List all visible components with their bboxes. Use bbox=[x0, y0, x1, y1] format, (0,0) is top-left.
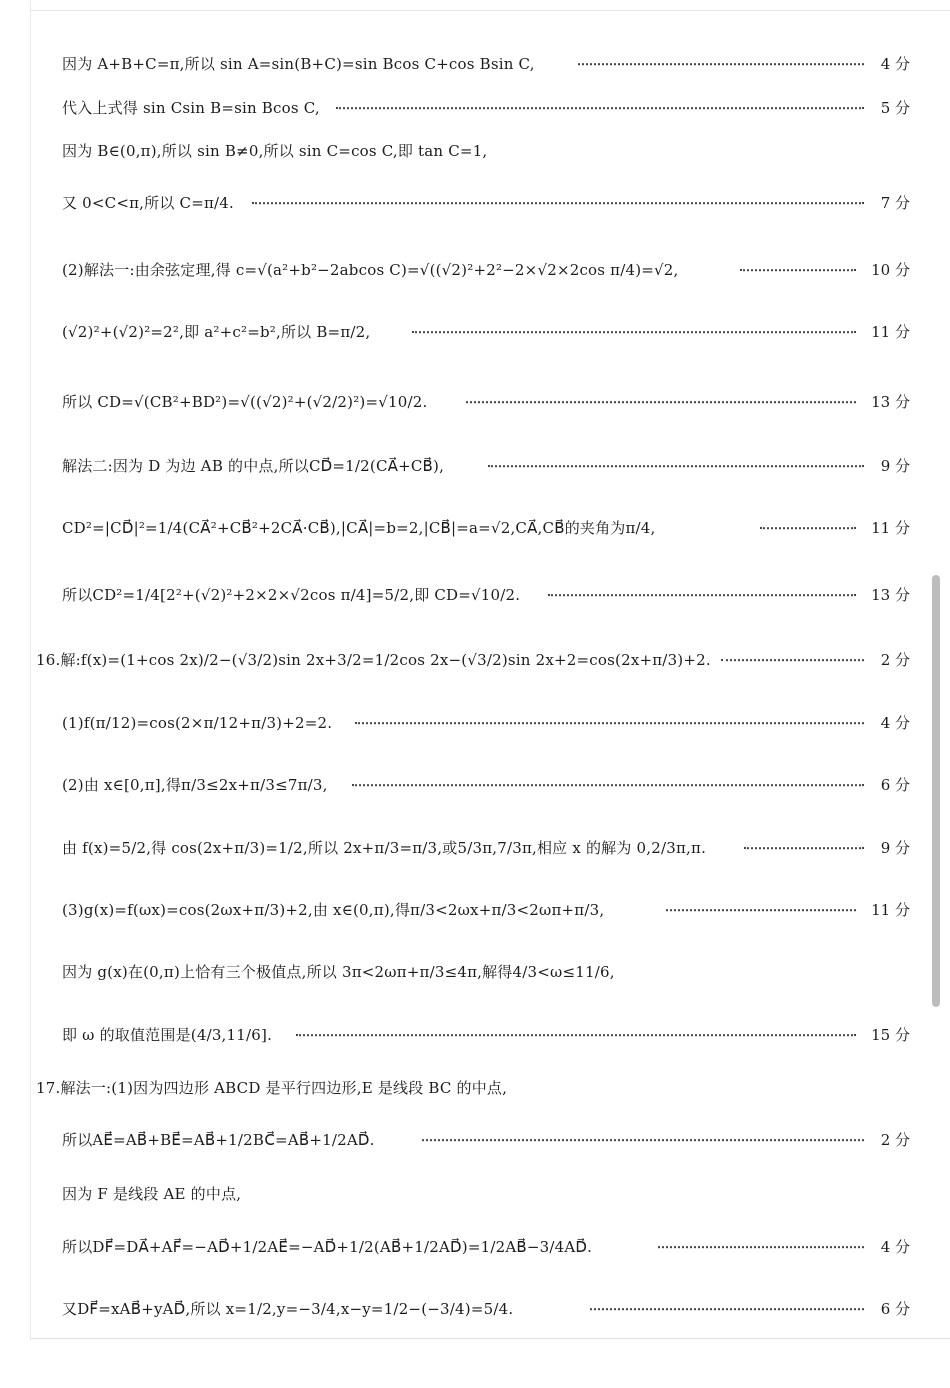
score-label: 6 分 bbox=[880, 776, 910, 794]
score-label: 13 分 bbox=[871, 393, 910, 411]
line-text: 又DF⃗=xAB⃗+yAD⃗,所以 x=1/2,y=−3/4,x−y=1/2−(−3/4)=5/4. bbox=[62, 1300, 514, 1318]
score-label: 9 分 bbox=[880, 839, 910, 857]
solution-line bbox=[0, 952, 950, 992]
line-text: 所以AE⃗=AB⃗+BE⃗=AB⃗+1/2BC⃗=AB⃗+1/2AD⃗. bbox=[62, 1131, 375, 1149]
leader-dots bbox=[658, 1246, 864, 1248]
line-text: 因为 g(x)在(0,π)上恰有三个极值点,所以 3π<2ωπ+π/3≤4π,解得4/3<ω≤11/6, bbox=[62, 963, 615, 981]
line-text: CD²=|CD⃗|²=1/4(CA⃗²+CB⃗²+2CA⃗·CB⃗),|CA⃗|=b=2,|CB⃗|=a=√2,CA⃗,CB⃗的夹角为π/4, bbox=[62, 519, 656, 537]
leader-dots bbox=[744, 847, 864, 849]
line-text: 所以DF⃗=DA⃗+AF⃗=−AD⃗+1/2AE⃗=−AD⃗+1/2(AB⃗+1/2AD⃗)=1/2AB⃗−3/4AD⃗. bbox=[62, 1238, 593, 1256]
leader-dots bbox=[252, 202, 864, 204]
score-label: 15 分 bbox=[871, 1026, 910, 1044]
leader-dots bbox=[740, 269, 856, 271]
score-label: 10 分 bbox=[871, 261, 910, 279]
score-label: 7 分 bbox=[880, 194, 910, 212]
solution-line bbox=[0, 183, 950, 223]
leader-dots bbox=[422, 1139, 864, 1141]
line-text: (1)f(π/12)=cos(2×π/12+π/3)+2=2. bbox=[62, 714, 333, 732]
solution-line bbox=[0, 890, 950, 930]
line-text: 解法二:因为 D 为边 AB 的中点,所以CD⃗=1/2(CA⃗+CB⃗), bbox=[62, 457, 445, 475]
solution-line bbox=[0, 765, 950, 805]
solution-line bbox=[0, 703, 950, 743]
solution-line bbox=[0, 1174, 950, 1214]
score-label: 11 分 bbox=[871, 323, 910, 341]
leader-dots bbox=[590, 1308, 864, 1310]
leader-dots bbox=[548, 594, 856, 596]
solution-line bbox=[0, 312, 950, 352]
leader-dots bbox=[466, 401, 856, 403]
line-text: (2)解法一:由余弦定理,得 c=√(a²+b²−2abcos C)=√((√2)²+2²−2×√2×2cos π/4)=√2, bbox=[62, 261, 679, 279]
line-text: (√2)²+(√2)²=2²,即 a²+c²=b²,所以 B=π/2, bbox=[62, 323, 371, 341]
solution-line bbox=[0, 1227, 950, 1267]
score-label: 4 分 bbox=[880, 55, 910, 73]
line-text: (3)g(x)=f(ωx)=cos(2ωx+π/3)+2,由 x∈(0,π),得π/3<2ωx+π/3<2ωπ+π/3, bbox=[62, 901, 605, 919]
score-label: 6 分 bbox=[880, 1300, 910, 1318]
solution-line bbox=[0, 508, 950, 548]
leader-dots bbox=[488, 465, 864, 467]
solution-line bbox=[0, 1015, 950, 1055]
line-text: 又 0<C<π,所以 C=π/4. bbox=[62, 194, 234, 212]
line-text: 由 f(x)=5/2,得 cos(2x+π/3)=1/2,所以 2x+π/3=π/3,或5/3π,7/3π,相应 x 的解为 0,2/3π,π. bbox=[62, 839, 707, 857]
score-label: 5 分 bbox=[880, 99, 910, 117]
line-text: 即 ω 的取值范围是(4/3,11/6]. bbox=[62, 1026, 273, 1044]
solution-line bbox=[0, 131, 950, 171]
solution-line bbox=[0, 88, 950, 128]
score-label: 11 分 bbox=[871, 519, 910, 537]
score-label: 2 分 bbox=[880, 1131, 910, 1149]
score-label: 2 分 bbox=[880, 651, 910, 669]
solution-line bbox=[0, 1120, 950, 1160]
leader-dots bbox=[336, 107, 864, 109]
line-text: 代入上式得 sin Csin B=sin Bcos C, bbox=[62, 99, 320, 117]
leader-dots bbox=[578, 63, 864, 65]
leader-dots bbox=[666, 909, 856, 911]
score-label: 4 分 bbox=[880, 714, 910, 732]
vertical-scrollbar[interactable] bbox=[932, 575, 940, 1007]
line-text: 因为 F 是线段 AE 的中点, bbox=[62, 1185, 242, 1203]
score-label: 4 分 bbox=[880, 1238, 910, 1256]
solution-line bbox=[0, 382, 950, 422]
leader-dots bbox=[355, 722, 864, 724]
line-text: 17.解法一:(1)因为四边形 ABCD 是平行四边形,E 是线段 BC 的中点, bbox=[36, 1079, 508, 1097]
solution-line bbox=[0, 828, 950, 868]
score-label: 11 分 bbox=[871, 901, 910, 919]
page-bottom-edge bbox=[30, 1338, 950, 1339]
solution-line bbox=[0, 446, 950, 486]
leader-dots bbox=[352, 784, 864, 786]
solution-line bbox=[0, 1289, 950, 1329]
problem-16-line bbox=[0, 640, 950, 680]
solution-line bbox=[0, 575, 950, 615]
line-text: (2)由 x∈[0,π],得π/3≤2x+π/3≤7π/3, bbox=[62, 776, 328, 794]
page-top-edge bbox=[30, 0, 950, 11]
solution-line bbox=[0, 44, 950, 84]
leader-dots bbox=[412, 331, 856, 333]
leader-dots bbox=[760, 527, 856, 529]
problem-17-line bbox=[0, 1068, 950, 1108]
score-label: 9 分 bbox=[880, 457, 910, 475]
line-text: 所以 CD=√(CB²+BD²)=√((√2)²+(√2/2)²)=√10/2. bbox=[62, 393, 428, 411]
solution-line bbox=[0, 250, 950, 290]
line-text: 所以CD²=1/4[2²+(√2)²+2×2×√2cos π/4]=5/2,即 CD=√10/2. bbox=[62, 586, 521, 604]
line-text: 因为 A+B+C=π,所以 sin A=sin(B+C)=sin Bcos C+cos Bsin C, bbox=[62, 55, 535, 73]
score-label: 13 分 bbox=[871, 586, 910, 604]
leader-dots bbox=[721, 659, 864, 661]
line-text: 因为 B∈(0,π),所以 sin B≠0,所以 sin C=cos C,即 tan C=1, bbox=[62, 142, 488, 160]
leader-dots bbox=[296, 1034, 856, 1036]
line-text: 16.解:f(x)=(1+cos 2x)/2−(√3/2)sin 2x+3/2=1/2cos 2x−(√3/2)sin 2x+2=cos(2x+π/3)+2. bbox=[36, 651, 711, 669]
